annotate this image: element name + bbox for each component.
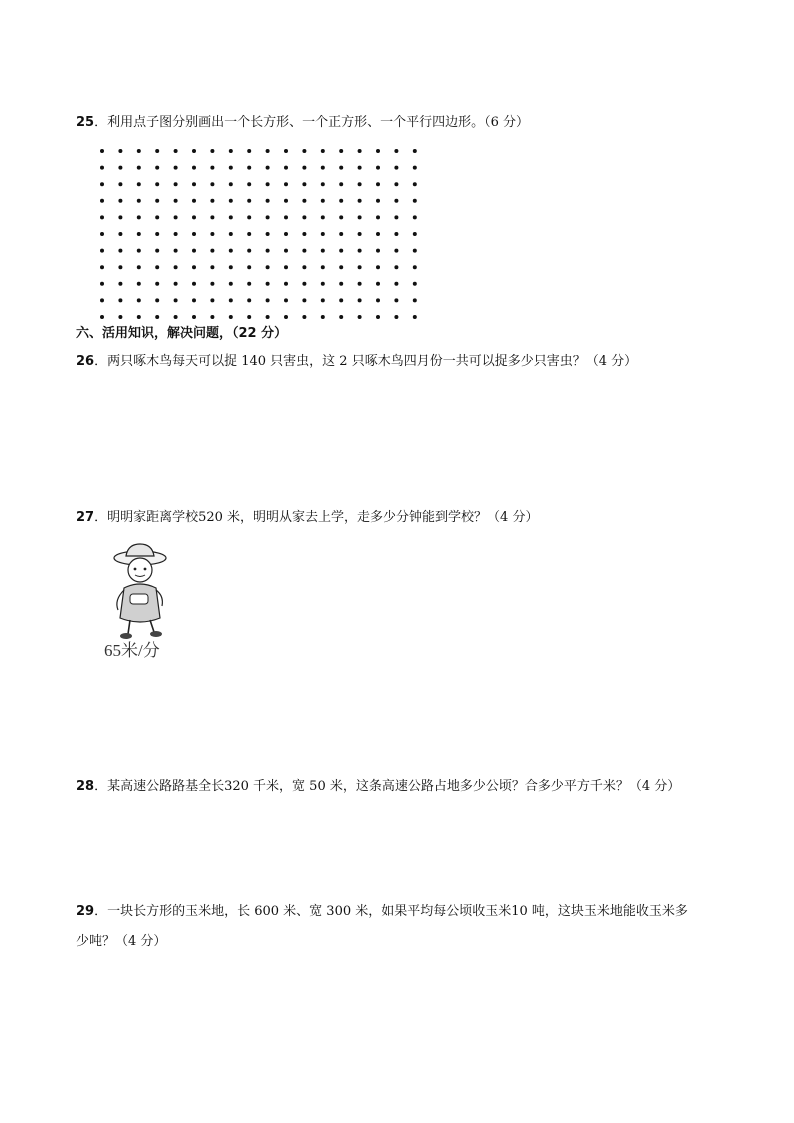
grid-dot[interactable] (155, 149, 159, 153)
grid-dot[interactable] (284, 199, 288, 203)
grid-dot[interactable] (229, 149, 233, 153)
grid-dot[interactable] (100, 282, 104, 286)
grid-dot[interactable] (229, 249, 233, 253)
grid-dot[interactable] (358, 315, 362, 319)
grid-dot[interactable] (100, 215, 104, 219)
grid-dot[interactable] (137, 298, 141, 302)
grid-dot[interactable] (210, 182, 214, 186)
grid-dot[interactable] (302, 199, 306, 203)
grid-dot[interactable] (137, 199, 141, 203)
grid-dot[interactable] (321, 265, 325, 269)
question-text: ．一块长方形的玉米地，长 600 米、宽 300 米，如果平均每公顷收玉米10 吨，这块玉米地能收玉米多 (94, 904, 688, 919)
grid-dot[interactable] (192, 315, 196, 319)
grid-dot[interactable] (413, 282, 417, 286)
grid-dot[interactable] (137, 149, 141, 153)
grid-dot[interactable] (192, 149, 196, 153)
grid-dot[interactable] (210, 199, 214, 203)
grid-dot[interactable] (394, 249, 398, 253)
grid-dot[interactable] (100, 166, 104, 170)
grid-dot[interactable] (247, 249, 251, 253)
grid-dot[interactable] (174, 182, 178, 186)
grid-dot[interactable] (118, 215, 122, 219)
grid-dot[interactable] (413, 249, 417, 253)
dot-grid[interactable] (96, 145, 426, 325)
grid-dot[interactable] (192, 265, 196, 269)
grid-dot[interactable] (302, 232, 306, 236)
grid-dot[interactable] (100, 298, 104, 302)
grid-dot[interactable] (266, 182, 270, 186)
grid-dot[interactable] (266, 149, 270, 153)
grid-dot[interactable] (192, 232, 196, 236)
grid-dot[interactable] (376, 265, 380, 269)
grid-dot[interactable] (100, 199, 104, 203)
grid-dot[interactable] (284, 315, 288, 319)
grid-dot[interactable] (302, 182, 306, 186)
grid-dot[interactable] (413, 149, 417, 153)
grid-dot[interactable] (266, 199, 270, 203)
grid-dot[interactable] (155, 298, 159, 302)
grid-dot[interactable] (118, 315, 122, 319)
grid-dot[interactable] (302, 298, 306, 302)
grid-dot[interactable] (210, 265, 214, 269)
grid-dot[interactable] (155, 282, 159, 286)
question-text: ．利用点子图分别画出一个长方形、一个正方形、一个平行四边形。（6 分） (94, 115, 529, 130)
grid-dot[interactable] (413, 166, 417, 170)
grid-dot[interactable] (137, 215, 141, 219)
grid-dot[interactable] (247, 215, 251, 219)
grid-dot[interactable] (394, 315, 398, 319)
grid-dot[interactable] (210, 215, 214, 219)
grid-dot[interactable] (174, 265, 178, 269)
grid-dot[interactable] (413, 199, 417, 203)
grid-dot[interactable] (229, 232, 233, 236)
grid-dot[interactable] (284, 149, 288, 153)
grid-dot[interactable] (137, 249, 141, 253)
question-text: ．两只啄木鸟每天可以捉 140 只害虫，这 2 只啄木鸟四月份一共可以捉多少只害虫？（4 分） (94, 354, 638, 369)
grid-dot[interactable] (118, 298, 122, 302)
question-25 (76, 114, 529, 132)
grid-dot[interactable] (174, 298, 178, 302)
grid-dot[interactable] (192, 215, 196, 219)
speed-label: 65米/分 (104, 641, 160, 660)
grid-dot[interactable] (284, 232, 288, 236)
grid-dot[interactable] (394, 215, 398, 219)
grid-dot[interactable] (155, 215, 159, 219)
grid-dot[interactable] (339, 232, 343, 236)
grid-dot[interactable] (321, 282, 325, 286)
grid-dot[interactable] (413, 298, 417, 302)
grid-dot[interactable] (284, 215, 288, 219)
grid-dot[interactable] (118, 199, 122, 203)
grid-dot[interactable] (137, 265, 141, 269)
grid-dot[interactable] (394, 232, 398, 236)
grid-dot[interactable] (321, 182, 325, 186)
grid-dot[interactable] (137, 232, 141, 236)
grid-dot[interactable] (358, 166, 362, 170)
grid-dot[interactable] (394, 199, 398, 203)
grid-dot[interactable] (100, 182, 104, 186)
grid-dot[interactable] (376, 199, 380, 203)
grid-dot[interactable] (155, 199, 159, 203)
grid-dot[interactable] (174, 215, 178, 219)
grid-dot[interactable] (413, 265, 417, 269)
grid-dot[interactable] (284, 265, 288, 269)
grid-dot[interactable] (321, 232, 325, 236)
grid-dot[interactable] (339, 215, 343, 219)
grid-dot[interactable] (358, 265, 362, 269)
grid-dot[interactable] (376, 232, 380, 236)
grid-dot[interactable] (339, 199, 343, 203)
question-27 (76, 509, 538, 527)
grid-dot[interactable] (376, 182, 380, 186)
grid-dot[interactable] (155, 249, 159, 253)
grid-dot[interactable] (321, 215, 325, 219)
question-text: ．明明家距离学校520 米，明明从家去上学，走多少分钟能到学校？（4 分） (94, 510, 539, 525)
grid-dot[interactable] (358, 282, 362, 286)
grid-dot[interactable] (376, 315, 380, 319)
grid-dot[interactable] (394, 282, 398, 286)
grid-dot[interactable] (339, 298, 343, 302)
grid-dot[interactable] (302, 265, 306, 269)
grid-dot[interactable] (210, 249, 214, 253)
grid-dot[interactable] (358, 298, 362, 302)
grid-dot[interactable] (174, 149, 178, 153)
grid-dot[interactable] (339, 265, 343, 269)
grid-dot[interactable] (413, 182, 417, 186)
grid-dot[interactable] (247, 265, 251, 269)
grid-dot[interactable] (155, 315, 159, 319)
grid-dot[interactable] (229, 315, 233, 319)
grid-dot[interactable] (413, 315, 417, 319)
grid-dot[interactable] (394, 182, 398, 186)
question-28 (76, 778, 680, 796)
grid-dot[interactable] (100, 315, 104, 319)
grid-dot[interactable] (210, 166, 214, 170)
question-29-line2 (76, 933, 166, 951)
grid-dot[interactable] (229, 182, 233, 186)
grid-dot[interactable] (118, 249, 122, 253)
grid-dot[interactable] (118, 149, 122, 153)
grid-dot[interactable] (100, 249, 104, 253)
grid-dot[interactable] (118, 282, 122, 286)
grid-dot[interactable] (302, 282, 306, 286)
grid-dot[interactable] (155, 232, 159, 236)
question-number: 27 (76, 510, 95, 525)
grid-dot[interactable] (266, 232, 270, 236)
question-text: ．某高速公路路基全长320 千米，宽 50 米，这条高速公路占地多少公顷？合多少平方千米？（4 分） (94, 779, 681, 794)
question-26 (76, 353, 637, 371)
grid-dot[interactable] (339, 149, 343, 153)
grid-dot[interactable] (229, 265, 233, 269)
grid-dot[interactable] (118, 166, 122, 170)
grid-dot[interactable] (358, 149, 362, 153)
grid-dot[interactable] (247, 315, 251, 319)
grid-dot[interactable] (376, 249, 380, 253)
grid-dot[interactable] (394, 149, 398, 153)
grid-dot[interactable] (376, 166, 380, 170)
grid-dot[interactable] (118, 265, 122, 269)
grid-dot[interactable] (192, 249, 196, 253)
grid-dot[interactable] (192, 298, 196, 302)
grid-dot[interactable] (339, 315, 343, 319)
grid-dot[interactable] (192, 199, 196, 203)
grid-dot[interactable] (302, 215, 306, 219)
grid-dot[interactable] (100, 149, 104, 153)
grid-dot[interactable] (358, 199, 362, 203)
grid-dot[interactable] (247, 149, 251, 153)
grid-dot[interactable] (394, 166, 398, 170)
grid-dot[interactable] (155, 182, 159, 186)
grid-dot[interactable] (339, 182, 343, 186)
grid-dot[interactable] (321, 199, 325, 203)
grid-dot[interactable] (192, 166, 196, 170)
grid-dot[interactable] (321, 249, 325, 253)
grid-dot[interactable] (137, 282, 141, 286)
grid-dot[interactable] (339, 249, 343, 253)
grid-dot[interactable] (100, 232, 104, 236)
grid-dot[interactable] (358, 249, 362, 253)
grid-dot[interactable] (284, 282, 288, 286)
grid-dot[interactable] (321, 315, 325, 319)
grid-dot[interactable] (174, 315, 178, 319)
grid-dot[interactable] (174, 166, 178, 170)
grid-dot[interactable] (210, 232, 214, 236)
grid-dot[interactable] (302, 149, 306, 153)
grid-dot[interactable] (376, 215, 380, 219)
grid-dot[interactable] (229, 282, 233, 286)
grid-dot[interactable] (229, 166, 233, 170)
grid-dot[interactable] (376, 149, 380, 153)
grid-dot[interactable] (358, 215, 362, 219)
grid-dot[interactable] (137, 182, 141, 186)
grid-dot[interactable] (266, 315, 270, 319)
grid-dot[interactable] (413, 215, 417, 219)
question-number: 26 (76, 354, 95, 369)
grid-dot[interactable] (266, 166, 270, 170)
grid-dot[interactable] (284, 166, 288, 170)
grid-dot[interactable] (284, 249, 288, 253)
grid-dot[interactable] (247, 232, 251, 236)
section-title: 六、活用知识，解决问题，（22 分） (76, 326, 288, 341)
grid-dot[interactable] (413, 232, 417, 236)
question-29-line1 (76, 903, 688, 921)
grid-dot[interactable] (229, 215, 233, 219)
grid-dot[interactable] (137, 315, 141, 319)
grid-dot[interactable] (266, 215, 270, 219)
grid-dot[interactable] (247, 166, 251, 170)
grid-dot[interactable] (266, 282, 270, 286)
grid-dot[interactable] (321, 298, 325, 302)
grid-dot[interactable] (376, 282, 380, 286)
grid-dot[interactable] (118, 232, 122, 236)
grid-dot[interactable] (302, 249, 306, 253)
grid-dot[interactable] (284, 182, 288, 186)
grid-dot[interactable] (210, 282, 214, 286)
grid-dot[interactable] (247, 182, 251, 186)
question-number: 25 (76, 115, 95, 130)
grid-dot[interactable] (229, 199, 233, 203)
grid-dot[interactable] (155, 265, 159, 269)
grid-dot[interactable] (266, 265, 270, 269)
grid-dot[interactable] (339, 166, 343, 170)
grid-dot[interactable] (192, 282, 196, 286)
grid-dot[interactable] (174, 232, 178, 236)
grid-dot[interactable] (321, 149, 325, 153)
grid-dot[interactable] (284, 298, 288, 302)
grid-dot[interactable] (192, 182, 196, 186)
grid-dot[interactable] (376, 298, 380, 302)
grid-dot[interactable] (247, 298, 251, 302)
grid-dot[interactable] (339, 282, 343, 286)
grid-dot[interactable] (394, 298, 398, 302)
grid-dot[interactable] (100, 265, 104, 269)
question-number: 29 (76, 904, 95, 919)
grid-dot[interactable] (155, 166, 159, 170)
grid-dot[interactable] (174, 282, 178, 286)
grid-dot[interactable] (266, 298, 270, 302)
grid-dot[interactable] (358, 232, 362, 236)
grid-dot[interactable] (247, 199, 251, 203)
grid-dot[interactable] (302, 166, 306, 170)
grid-dot[interactable] (174, 249, 178, 253)
question-text-continued: 少吨？（4 分） (76, 934, 167, 949)
grid-dot[interactable] (210, 298, 214, 302)
question-number: 28 (76, 779, 95, 794)
grid-dot[interactable] (229, 298, 233, 302)
grid-dot[interactable] (174, 199, 178, 203)
grid-dot[interactable] (247, 282, 251, 286)
grid-dot[interactable] (266, 249, 270, 253)
grid-dot[interactable] (137, 166, 141, 170)
grid-dot[interactable] (358, 182, 362, 186)
grid-dot[interactable] (302, 315, 306, 319)
grid-dot[interactable] (118, 182, 122, 186)
grid-dot[interactable] (321, 166, 325, 170)
grid-dot[interactable] (394, 265, 398, 269)
grid-dot[interactable] (210, 149, 214, 153)
grid-dot[interactable] (210, 315, 214, 319)
